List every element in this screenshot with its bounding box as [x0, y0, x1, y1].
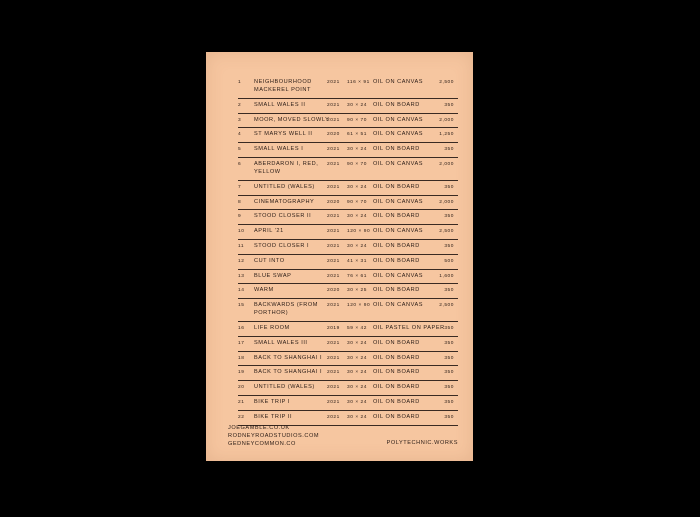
item-year: 2021: [327, 147, 340, 153]
item-size: 120 × 90: [347, 303, 371, 309]
item-title: NEIGHBOURHOOD MACKEREL POINT: [254, 79, 312, 93]
item-number: 18: [238, 355, 245, 361]
item-medium: OIL ON CANVAS: [373, 131, 424, 138]
item-number: 14: [238, 288, 245, 294]
item-price: 350: [444, 214, 454, 220]
item-number: 1: [238, 80, 242, 85]
item-year: 2021: [327, 414, 340, 420]
item-price: 350: [444, 243, 454, 249]
item-medium: OIL ON BOARD: [373, 213, 420, 220]
item-number: 21: [238, 399, 245, 405]
item-title: ST MARYS WELL II: [254, 131, 313, 138]
item-medium: OIL ON BOARD: [373, 146, 420, 153]
item-size: 30 × 24: [347, 214, 367, 220]
item-medium: OIL ON BOARD: [373, 183, 420, 190]
item-number: 7: [238, 184, 242, 190]
item-price: 350: [444, 184, 454, 190]
item-medium: OIL PASTEL ON PAPER: [373, 324, 445, 331]
item-title: BACK TO SHANGHAI I: [254, 354, 323, 361]
item-year: 2021: [327, 385, 340, 391]
item-title: UNTITLED (WALES): [254, 384, 315, 391]
item-price: 350: [444, 355, 454, 361]
list-item: [238, 284, 458, 299]
item-number: 15: [238, 303, 245, 309]
item-price: 350: [444, 340, 454, 346]
item-number: 13: [238, 273, 245, 279]
item-price: 350: [444, 414, 454, 420]
item-year: 2020: [327, 199, 340, 205]
item-title: BIKE TRIP II: [254, 413, 293, 420]
works-list: [238, 76, 458, 426]
item-title: CUT INTO: [254, 257, 285, 264]
item-year: 2021: [327, 184, 340, 190]
item-price: 2,000: [439, 161, 454, 167]
item-title: MOOR, MOVED SLOWLY: [254, 116, 330, 123]
item-medium: OIL ON BOARD: [373, 242, 420, 249]
link-polytechnic[interactable]: POLYTECHNIC.WORKS: [386, 440, 458, 446]
item-size: 90 × 70: [347, 161, 367, 167]
item-size: 30 × 24: [347, 414, 367, 420]
item-title: SMALL WALES III: [254, 339, 308, 346]
item-price: 2,000: [439, 117, 454, 123]
list-item: [238, 255, 458, 270]
list-item: [238, 396, 458, 411]
item-year: 2021: [327, 117, 340, 123]
item-number: 4: [238, 132, 242, 138]
item-number: 22: [238, 414, 245, 420]
item-year: 2021: [327, 303, 340, 309]
item-title: STOOD CLOSER I: [254, 242, 310, 249]
list-item: [238, 225, 458, 240]
item-number: 16: [238, 325, 245, 331]
item-medium: OIL ON BOARD: [373, 384, 420, 391]
item-size: 30 × 24: [347, 399, 367, 405]
item-medium: OIL ON CANVAS: [373, 302, 424, 309]
item-size: 30 × 24: [347, 355, 367, 361]
item-size: 30 × 24: [347, 385, 367, 391]
item-price: 2,500: [439, 80, 454, 85]
list-item: [238, 381, 458, 396]
item-year: 2020: [327, 288, 340, 294]
item-price: 350: [444, 288, 454, 294]
item-size: 90 × 70: [347, 117, 367, 123]
item-number: 5: [238, 147, 242, 153]
item-medium: OIL ON CANVAS: [373, 228, 424, 235]
item-number: 2: [238, 102, 242, 108]
list-item: [238, 143, 458, 158]
item-price: 350: [444, 370, 454, 376]
item-size: 30 × 25: [347, 288, 367, 294]
item-medium: OIL ON CANVAS: [373, 272, 424, 279]
item-year: 2021: [327, 370, 340, 376]
item-medium: OIL ON CANVAS: [373, 160, 424, 167]
item-number: 3: [238, 117, 242, 123]
item-number: 10: [238, 229, 245, 235]
list-item: [238, 337, 458, 352]
item-title: WARM: [254, 287, 274, 294]
item-medium: OIL ON BOARD: [373, 101, 420, 108]
item-price: 350: [444, 102, 454, 108]
list-item: [238, 158, 458, 181]
item-medium: OIL ON CANVAS: [373, 116, 424, 123]
item-title: CINEMATOGRAPHY: [254, 198, 315, 205]
item-year: 2021: [327, 214, 340, 220]
item-size: 30 × 24: [347, 243, 367, 249]
item-year: 2021: [327, 399, 340, 405]
item-title: SMALL WALES II: [254, 101, 306, 108]
item-title: SMALL WALES I: [254, 146, 304, 153]
item-size: 30 × 24: [347, 184, 367, 190]
list-item: [238, 76, 458, 99]
link-rodneyroadstudios[interactable]: RODNEYROADSTUDIOS.COM: [228, 433, 320, 439]
item-price: 1,600: [439, 273, 454, 279]
item-year: 2021: [327, 258, 340, 264]
list-item: [238, 322, 458, 337]
item-number: 17: [238, 340, 245, 346]
item-size: 30 × 24: [347, 147, 367, 153]
price-list-sheet: [206, 52, 473, 461]
item-size: 90 × 70: [347, 199, 367, 205]
item-year: 2021: [327, 80, 340, 85]
item-price: 1,250: [439, 132, 454, 138]
item-price: 2,500: [439, 303, 454, 309]
list-item: [238, 299, 458, 322]
list-item: [238, 128, 458, 143]
item-price: 350: [444, 385, 454, 391]
item-year: 2020: [327, 132, 340, 138]
item-size: 30 × 24: [347, 102, 367, 108]
item-price: 2,000: [439, 199, 454, 205]
list-item: [238, 196, 458, 211]
list-item: [238, 181, 458, 196]
item-number: 9: [238, 214, 242, 220]
item-number: 20: [238, 385, 245, 391]
item-title: BACK TO SHANGHAI I: [254, 369, 323, 376]
item-size: 30 × 24: [347, 370, 367, 376]
item-medium: OIL ON BOARD: [373, 287, 420, 294]
item-medium: OIL ON BOARD: [373, 369, 420, 376]
item-title: BIKE TRIP I: [254, 398, 290, 405]
item-size: 120 × 90: [347, 229, 371, 235]
item-year: 2021: [327, 229, 340, 235]
item-medium: OIL ON BOARD: [373, 413, 420, 420]
list-item: [238, 240, 458, 255]
list-item: [238, 114, 458, 129]
item-year: 2021: [327, 161, 340, 167]
item-price: 350: [444, 399, 454, 405]
item-title: BACKWARDS (FROM PORTHOR): [254, 302, 318, 316]
item-year: 2021: [327, 102, 340, 108]
list-item: [238, 210, 458, 225]
list-item: [238, 366, 458, 381]
link-joegamble[interactable]: JOEGAMBLE.CO.UK: [228, 425, 290, 431]
item-number: 11: [238, 243, 245, 249]
item-title: UNTITLED (WALES): [254, 183, 315, 190]
item-price: 350: [444, 147, 454, 153]
item-size: 59 × 42: [347, 325, 367, 331]
item-number: 19: [238, 370, 245, 376]
item-price: 500: [444, 258, 454, 264]
item-number: 12: [238, 258, 245, 264]
list-item: [238, 352, 458, 367]
link-gedneycommon[interactable]: GEDNEYCOMMON.CO: [228, 441, 296, 447]
item-title: BLUE SWAP: [254, 272, 292, 279]
item-year: 2021: [327, 273, 340, 279]
item-medium: OIL ON BOARD: [373, 398, 420, 405]
item-year: 2019: [327, 325, 340, 331]
item-title: ABERDARON I, RED, YELLOW: [254, 160, 319, 175]
item-price: 2,500: [439, 229, 454, 235]
item-size: 41 × 31: [347, 258, 367, 264]
item-year: 2021: [327, 355, 340, 361]
item-title: STOOD CLOSER II: [254, 213, 312, 220]
item-number: 8: [238, 199, 242, 205]
item-size: 76 × 61: [347, 273, 367, 279]
item-size: 61 × 51: [347, 132, 367, 138]
item-year: 2021: [327, 243, 340, 249]
item-price: 350: [444, 325, 454, 331]
item-medium: OIL ON BOARD: [373, 339, 420, 346]
item-medium: OIL ON BOARD: [373, 257, 420, 264]
item-number: 6: [238, 161, 242, 167]
item-size: 116 × 91: [347, 80, 370, 85]
item-size: 30 × 24: [347, 340, 367, 346]
item-medium: OIL ON CANVAS: [373, 79, 424, 85]
list-item: [238, 270, 458, 285]
item-title: APRIL '21: [254, 228, 284, 235]
item-title: LIFE ROOM: [254, 324, 290, 331]
item-medium: OIL ON BOARD: [373, 354, 420, 361]
item-medium: OIL ON CANVAS: [373, 198, 424, 205]
footer-links: [228, 424, 319, 448]
item-year: 2021: [327, 340, 340, 346]
list-item: [238, 99, 458, 114]
